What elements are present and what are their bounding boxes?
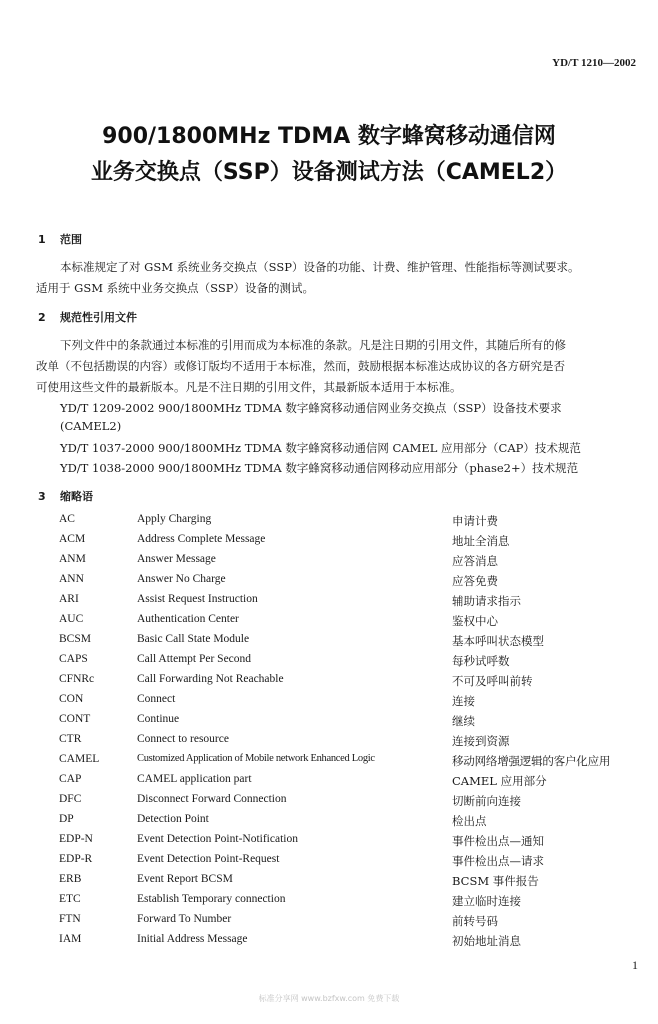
abbreviation: CON <box>59 693 84 705</box>
reference-1: YD/T 1209-2002 900/1800MHz TDMA 数字蜂窝移动通信网业务交换点（SSP）设备技术要求 <box>60 401 562 415</box>
abbreviation: ANM <box>59 553 86 565</box>
english-term: Answer No Charge <box>137 573 226 585</box>
section-title: 规范性引用文件 <box>60 311 137 324</box>
paragraph-line: 本标准规定了对 GSM 系统业务交换点（SSP）设备的功能、计费、维护管理、性能指标等测试要求。 <box>60 260 580 274</box>
abbreviation: ERB <box>59 873 82 885</box>
english-term: Initial Address Message <box>137 933 248 945</box>
section-title: 范围 <box>60 233 82 246</box>
chinese-term: 辅助请求指示 <box>452 594 521 608</box>
section-number: 1 <box>38 233 46 246</box>
section-1-heading <box>38 231 82 247</box>
table-row <box>0 713 658 733</box>
abbreviation: CTR <box>59 733 82 745</box>
chinese-term: CAMEL 应用部分 <box>452 774 547 788</box>
chinese-term: 连接 <box>452 694 475 708</box>
chinese-term: 连接到资源 <box>452 734 510 748</box>
english-term: Assist Request Instruction <box>137 593 258 605</box>
table-row <box>0 933 658 953</box>
table-row <box>0 533 658 553</box>
english-term: Call Forwarding Not Reachable <box>137 673 284 685</box>
abbreviation: ETC <box>59 893 81 905</box>
paragraph-line: 改单（不包括勘误的内容）或修订版均不适用于本标准，然而，鼓励根据本标准达成协议的各方研究是否 <box>36 359 565 373</box>
chinese-term: 事件检出点—通知 <box>452 834 544 848</box>
english-term: Detection Point <box>137 813 209 825</box>
document-title-line2: 业务交换点（SSP）设备测试方法（CAMEL2） <box>90 160 568 185</box>
section-number: 2 <box>38 311 46 324</box>
chinese-term: 应答免费 <box>452 574 498 588</box>
abbreviation: CAMEL <box>59 753 100 765</box>
table-row <box>0 633 658 653</box>
section-2-paragraph <box>36 335 636 398</box>
table-row <box>0 793 658 813</box>
table-row <box>0 893 658 913</box>
chinese-term: 每秒试呼数 <box>452 654 510 668</box>
section-3-heading <box>38 488 93 504</box>
abbreviation: CONT <box>59 713 91 725</box>
section-title: 缩略语 <box>60 490 93 503</box>
chinese-term: 检出点 <box>452 814 487 828</box>
abbreviation: ANN <box>59 573 84 585</box>
abbreviation: CAPS <box>59 653 88 665</box>
chinese-term: 继续 <box>452 714 475 728</box>
table-row <box>0 873 658 893</box>
chinese-term: 事件检出点—请求 <box>452 854 544 868</box>
reference-3: YD/T 1038-2000 900/1800MHz TDMA 数字蜂窝移动通信网移动应用部分（phase2+）技术规范 <box>60 461 579 475</box>
abbreviation: ARI <box>59 593 79 605</box>
reference-1-continuation: (CAMEL2) <box>60 419 122 433</box>
english-term: Apply Charging <box>137 513 212 525</box>
table-row <box>0 553 658 573</box>
english-term: Continue <box>137 713 180 725</box>
english-term: Basic Call State Module <box>137 633 250 645</box>
chinese-term: 切断前向连接 <box>452 794 521 808</box>
chinese-term: 鉴权中心 <box>452 614 498 628</box>
abbreviation: CAP <box>59 773 82 785</box>
english-term: Event Detection Point-Notification <box>137 833 298 845</box>
english-term: Authentication Center <box>137 613 239 625</box>
chinese-term: 地址全消息 <box>452 534 510 548</box>
table-row <box>0 513 658 533</box>
english-term: Event Detection Point-Request <box>137 853 280 865</box>
table-row <box>0 773 658 793</box>
table-row <box>0 753 658 773</box>
english-term: Forward To Number <box>137 913 232 925</box>
page-number: 1 <box>632 958 638 972</box>
chinese-term: 前转号码 <box>452 914 498 928</box>
table-row <box>0 833 658 853</box>
abbreviation: IAM <box>59 933 82 945</box>
english-term: Call Attempt Per Second <box>137 653 252 665</box>
abbreviation: DFC <box>59 793 82 805</box>
english-term: Address Complete Message <box>137 533 266 545</box>
table-row <box>0 693 658 713</box>
watermark: 标准分享网 www.bzfxw.com 免费下载 <box>258 994 400 1003</box>
standard-code: YD/T 1210—2002 <box>552 57 636 69</box>
abbreviation: CFNRc <box>59 673 95 685</box>
english-term: Answer Message <box>137 553 216 565</box>
reference-2: YD/T 1037-2000 900/1800MHz TDMA 数字蜂窝移动通信网 CAMEL 应用部分（CAP）技术规范 <box>60 441 581 455</box>
chinese-term: 基本呼叫状态模型 <box>452 634 544 648</box>
abbreviation: ACM <box>59 533 86 545</box>
abbreviation: AUC <box>59 613 84 625</box>
table-row <box>0 853 658 873</box>
section-1-paragraph <box>36 257 636 299</box>
table-row <box>0 613 658 633</box>
chinese-term: 申请计费 <box>452 514 498 528</box>
paragraph-line: 可使用这些文件的最新版本。凡是不注日期的引用文件，其最新版本适用于本标准。 <box>36 380 462 394</box>
chinese-term: 初始地址消息 <box>452 934 521 948</box>
chinese-term: 应答消息 <box>452 554 498 568</box>
english-term: Connect <box>137 693 176 705</box>
english-term: Establish Temporary connection <box>137 893 286 905</box>
table-row <box>0 913 658 933</box>
table-row <box>0 653 658 673</box>
chinese-term: BCSM 事件报告 <box>452 874 539 888</box>
table-row <box>0 593 658 613</box>
paragraph-line: 下列文件中的条款通过本标准的引用而成为本标准的条款。凡是注日期的引用文件，其随后所有的修 <box>60 338 566 352</box>
section-2-heading <box>38 309 137 325</box>
table-row <box>0 573 658 593</box>
document-title-line1: 900/1800MHz TDMA 数字蜂窝移动通信网 <box>102 124 556 149</box>
english-term: Customized Application of Mobile network Enhanced Logic <box>137 753 375 764</box>
chinese-term: 建立临时连接 <box>452 894 521 908</box>
abbreviation: BCSM <box>59 633 91 645</box>
table-row <box>0 733 658 753</box>
section-number: 3 <box>38 490 46 503</box>
english-term: Event Report BCSM <box>137 873 233 885</box>
english-term: CAMEL application part <box>137 773 252 785</box>
english-term: Connect to resource <box>137 733 229 745</box>
abbreviation: DP <box>59 813 74 825</box>
abbreviation: FTN <box>59 913 81 925</box>
paragraph-line: 适用于 GSM 系统中业务交换点（SSP）设备的测试。 <box>36 281 314 295</box>
abbreviation: EDP-N <box>59 833 93 845</box>
chinese-term: 移动网络增强逻辑的客户化应用 <box>452 754 611 768</box>
english-term: Disconnect Forward Connection <box>137 793 287 805</box>
table-row <box>0 813 658 833</box>
abbreviation: AC <box>59 513 75 525</box>
table-row <box>0 673 658 693</box>
chinese-term: 不可及呼叫前转 <box>452 674 533 688</box>
abbreviation: EDP-R <box>59 853 93 865</box>
